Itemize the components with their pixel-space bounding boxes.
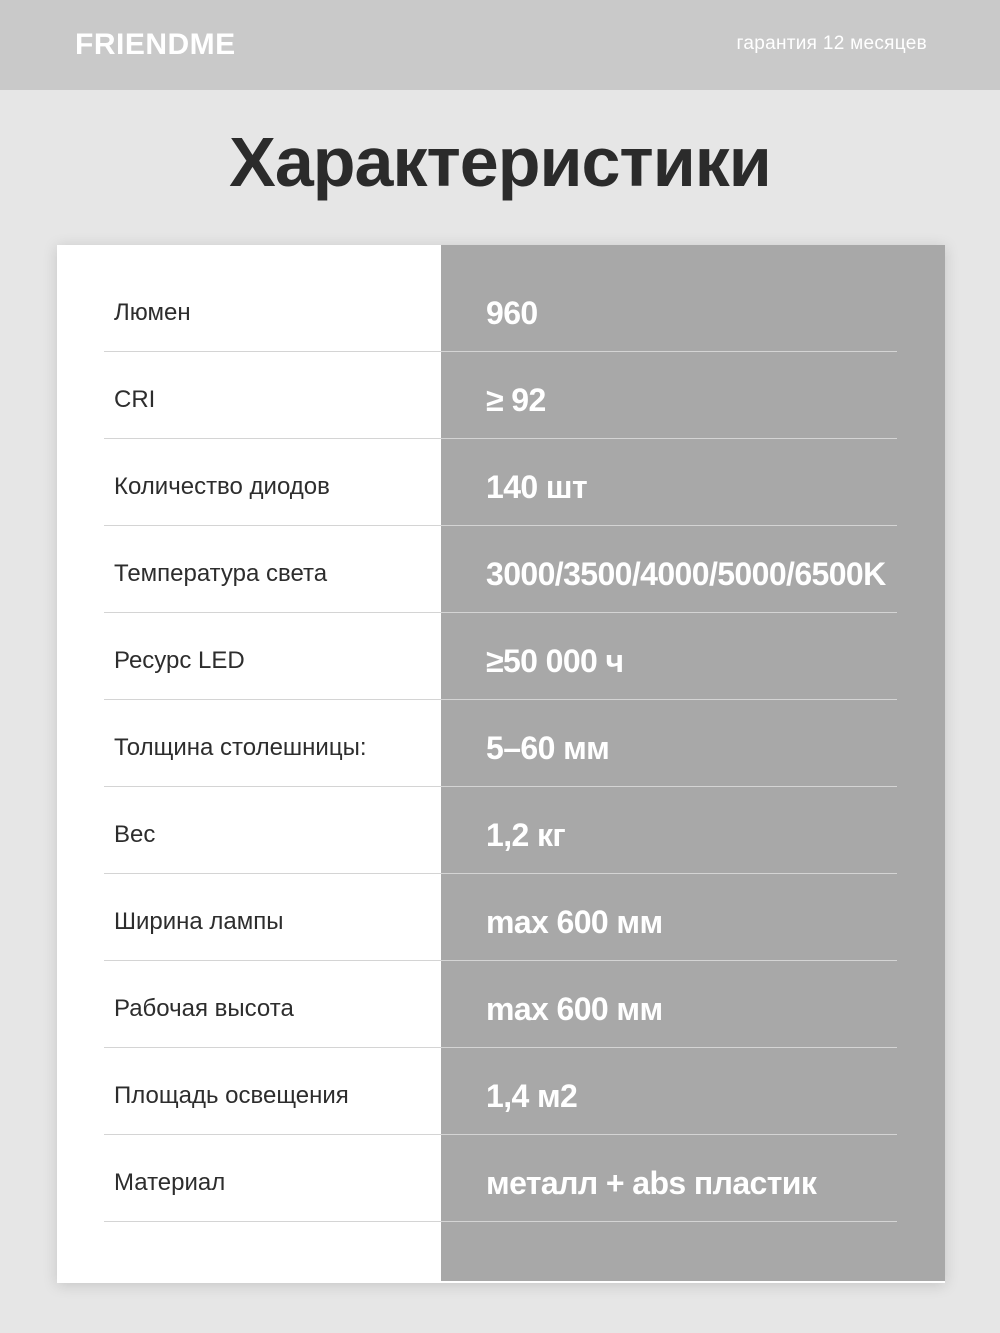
spec-value: 960: [486, 295, 538, 331]
spec-row-material: [104, 1135, 897, 1222]
spec-row-tabletop-thickness: [104, 700, 897, 787]
spec-row-weight: [104, 787, 897, 874]
spec-row-lumen: [104, 265, 897, 352]
specs-rows: [104, 265, 897, 1222]
spec-value: металл + abs пластик: [486, 1165, 817, 1201]
spec-label: Люмен: [114, 299, 191, 326]
spec-value: 1,2 кг: [486, 817, 566, 853]
spec-label: CRI: [114, 386, 156, 413]
spec-row-cri: [104, 352, 897, 439]
spec-value: 3000/3500/4000/5000/6500K: [486, 556, 886, 592]
spec-value: 5–60 мм: [486, 730, 610, 766]
spec-value: ≥50 000 ч: [486, 643, 624, 679]
spec-value: 140 шт: [486, 469, 588, 505]
warranty-text: гарантия 12 месяцев: [736, 33, 927, 54]
top-bar: [0, 0, 1000, 90]
spec-label: Вес: [114, 821, 156, 848]
spec-value: max 600 мм: [486, 991, 663, 1027]
spec-label: Рабочая высота: [114, 995, 294, 1022]
spec-label: Материал: [114, 1169, 226, 1196]
specs-table: [57, 245, 945, 1283]
spec-label: Толщина столешницы:: [114, 734, 367, 761]
spec-row-working-height: [104, 961, 897, 1048]
spec-label: Количество диодов: [114, 473, 330, 500]
spec-row-color-temperature: [104, 526, 897, 613]
spec-row-lamp-width: [104, 874, 897, 961]
spec-label: Ширина лампы: [114, 908, 284, 935]
spec-value: max 600 мм: [486, 904, 663, 940]
spec-row-led-lifetime: [104, 613, 897, 700]
spec-row-diodes: [104, 439, 897, 526]
spec-value: 1,4 м2: [486, 1078, 578, 1114]
spec-label: Температура света: [114, 560, 328, 587]
spec-label: Площадь освещения: [114, 1082, 349, 1109]
spec-row-illumination-area: [104, 1048, 897, 1135]
brand-logo: FRIENDME: [75, 28, 236, 61]
page-title: Характеристики: [229, 123, 771, 201]
spec-value: ≥ 92: [486, 382, 546, 418]
spec-label: Ресурс LED: [114, 647, 245, 674]
